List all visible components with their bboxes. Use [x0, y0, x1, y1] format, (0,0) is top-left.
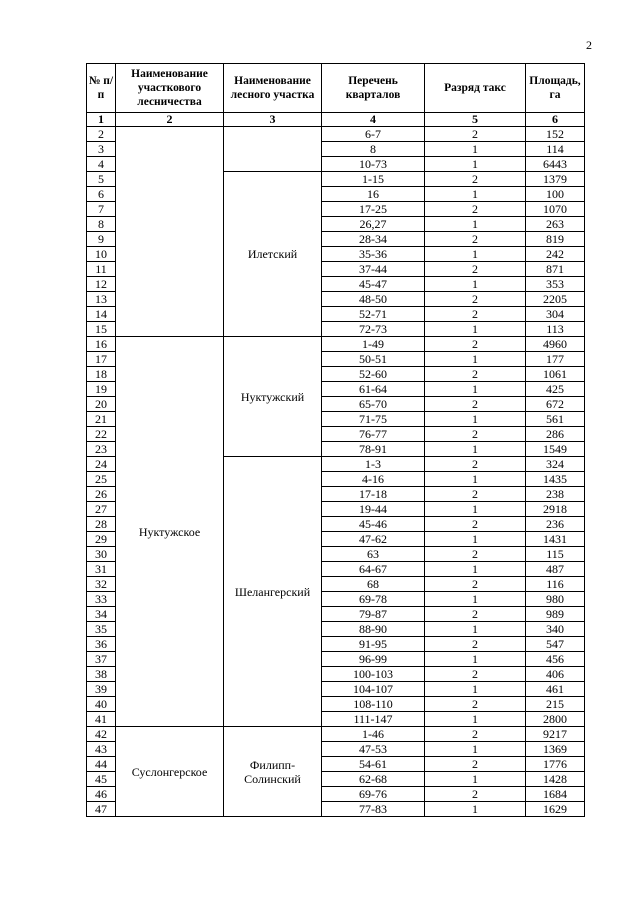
quarters-cell: 111-147 [322, 712, 425, 727]
quarters-cell: 52-71 [322, 307, 425, 322]
forest-plot-cell: Филипп- Солинский [224, 727, 322, 817]
quarters-cell: 54-61 [322, 757, 425, 772]
area-cell: 456 [526, 652, 585, 667]
tax-category-cell: 1 [425, 622, 526, 637]
quarters-cell: 63 [322, 547, 425, 562]
row-number: 17 [87, 352, 116, 367]
tax-category-cell: 1 [425, 382, 526, 397]
quarters-cell: 48-50 [322, 292, 425, 307]
area-cell: 100 [526, 187, 585, 202]
tax-category-cell: 2 [425, 127, 526, 142]
quarters-cell: 17-25 [322, 202, 425, 217]
tax-category-cell: 2 [425, 727, 526, 742]
quarters-cell: 8 [322, 142, 425, 157]
area-cell: 6443 [526, 157, 585, 172]
row-number: 32 [87, 577, 116, 592]
header-area: Площадь, га [526, 64, 585, 113]
row-number: 39 [87, 682, 116, 697]
area-cell: 2205 [526, 292, 585, 307]
quarters-cell: 47-53 [322, 742, 425, 757]
row-number: 21 [87, 412, 116, 427]
column-number: 4 [322, 113, 425, 127]
area-cell: 406 [526, 667, 585, 682]
area-cell: 2918 [526, 502, 585, 517]
forest-plot-cell: Илетский [224, 172, 322, 337]
row-number: 28 [87, 517, 116, 532]
quarters-cell: 71-75 [322, 412, 425, 427]
area-cell: 2800 [526, 712, 585, 727]
tax-category-cell: 2 [425, 202, 526, 217]
area-cell: 461 [526, 682, 585, 697]
row-number: 18 [87, 367, 116, 382]
tax-category-cell: 1 [425, 442, 526, 457]
row-number: 16 [87, 337, 116, 352]
quarters-cell: 52-60 [322, 367, 425, 382]
quarters-cell: 37-44 [322, 262, 425, 277]
tax-category-cell: 2 [425, 427, 526, 442]
area-cell: 242 [526, 247, 585, 262]
column-number: 2 [116, 113, 224, 127]
tax-category-cell: 1 [425, 322, 526, 337]
row-number: 24 [87, 457, 116, 472]
area-cell: 116 [526, 577, 585, 592]
row-number: 31 [87, 562, 116, 577]
quarters-cell: 50-51 [322, 352, 425, 367]
quarters-cell: 10-73 [322, 157, 425, 172]
table-row [87, 727, 585, 742]
area-cell: 819 [526, 232, 585, 247]
row-number: 4 [87, 157, 116, 172]
quarters-cell: 17-18 [322, 487, 425, 502]
area-cell: 9217 [526, 727, 585, 742]
row-number: 10 [87, 247, 116, 262]
area-cell: 177 [526, 352, 585, 367]
area-cell: 152 [526, 127, 585, 142]
tax-category-cell: 2 [425, 457, 526, 472]
tax-category-cell: 2 [425, 487, 526, 502]
tax-category-cell: 2 [425, 667, 526, 682]
tax-category-cell: 2 [425, 517, 526, 532]
area-cell: 425 [526, 382, 585, 397]
page-number: 2 [586, 38, 592, 52]
row-number: 7 [87, 202, 116, 217]
tax-category-cell: 1 [425, 142, 526, 157]
quarters-cell: 65-70 [322, 397, 425, 412]
area-cell: 989 [526, 607, 585, 622]
quarters-cell: 1-15 [322, 172, 425, 187]
area-cell: 547 [526, 637, 585, 652]
row-number: 41 [87, 712, 116, 727]
tax-category-cell: 1 [425, 247, 526, 262]
quarters-cell: 45-46 [322, 517, 425, 532]
row-number: 12 [87, 277, 116, 292]
quarters-cell: 1-46 [322, 727, 425, 742]
area-cell: 672 [526, 397, 585, 412]
quarters-cell: 100-103 [322, 667, 425, 682]
tax-category-cell: 1 [425, 157, 526, 172]
column-number: 1 [87, 113, 116, 127]
area-cell: 1379 [526, 172, 585, 187]
area-cell: 115 [526, 547, 585, 562]
area-cell: 1369 [526, 742, 585, 757]
district-cell-empty [116, 127, 224, 337]
area-cell: 4960 [526, 337, 585, 352]
tax-category-cell: 2 [425, 262, 526, 277]
row-number: 25 [87, 472, 116, 487]
tax-category-cell: 2 [425, 337, 526, 352]
quarters-cell: 61-64 [322, 382, 425, 397]
tax-category-cell: 2 [425, 757, 526, 772]
row-number: 19 [87, 382, 116, 397]
area-cell: 304 [526, 307, 585, 322]
area-cell: 236 [526, 517, 585, 532]
quarters-cell: 62-68 [322, 772, 425, 787]
tax-category-cell: 2 [425, 547, 526, 562]
tax-category-cell: 1 [425, 277, 526, 292]
quarters-cell: 88-90 [322, 622, 425, 637]
area-cell: 1776 [526, 757, 585, 772]
row-number: 34 [87, 607, 116, 622]
area-cell: 1070 [526, 202, 585, 217]
tax-category-cell: 1 [425, 217, 526, 232]
tax-category-cell: 1 [425, 712, 526, 727]
quarters-cell: 108-110 [322, 697, 425, 712]
district-cell: Нуктужское [116, 337, 224, 727]
row-number: 36 [87, 637, 116, 652]
table-row [87, 337, 585, 352]
quarters-cell: 91-95 [322, 637, 425, 652]
tax-category-cell: 1 [425, 562, 526, 577]
header-forest-plot: Наименование лесного участка [224, 64, 322, 113]
row-number: 45 [87, 772, 116, 787]
area-cell: 487 [526, 562, 585, 577]
quarters-cell: 104-107 [322, 682, 425, 697]
row-number: 11 [87, 262, 116, 277]
quarters-cell: 16 [322, 187, 425, 202]
row-number: 15 [87, 322, 116, 337]
quarters-cell: 78-91 [322, 442, 425, 457]
row-number: 40 [87, 697, 116, 712]
area-cell: 1061 [526, 367, 585, 382]
tax-category-cell: 2 [425, 637, 526, 652]
row-number: 3 [87, 142, 116, 157]
tax-category-cell: 1 [425, 412, 526, 427]
quarters-cell: 28-34 [322, 232, 425, 247]
row-number: 42 [87, 727, 116, 742]
area-cell: 980 [526, 592, 585, 607]
area-cell: 871 [526, 262, 585, 277]
header-number: № п/п [87, 64, 116, 113]
tax-category-cell: 2 [425, 232, 526, 247]
quarters-cell: 72-73 [322, 322, 425, 337]
tax-category-cell: 1 [425, 352, 526, 367]
quarters-cell: 68 [322, 577, 425, 592]
area-cell: 286 [526, 427, 585, 442]
column-number: 6 [526, 113, 585, 127]
row-number: 14 [87, 307, 116, 322]
quarters-cell: 77-83 [322, 802, 425, 817]
quarters-cell: 64-67 [322, 562, 425, 577]
area-cell: 324 [526, 457, 585, 472]
header-quarters: Перечень кварталов [322, 64, 425, 113]
row-number: 33 [87, 592, 116, 607]
quarters-cell: 45-47 [322, 277, 425, 292]
area-cell: 263 [526, 217, 585, 232]
quarters-cell: 47-62 [322, 532, 425, 547]
area-cell: 238 [526, 487, 585, 502]
row-number: 29 [87, 532, 116, 547]
tax-category-cell: 2 [425, 172, 526, 187]
area-cell: 215 [526, 697, 585, 712]
area-cell: 340 [526, 622, 585, 637]
forest-quarters-table [86, 63, 585, 817]
tax-category-cell: 2 [425, 397, 526, 412]
area-cell: 1428 [526, 772, 585, 787]
row-number: 20 [87, 397, 116, 412]
area-cell: 114 [526, 142, 585, 157]
forest-plot-cell: Нуктужский [224, 337, 322, 457]
quarters-cell: 4-16 [322, 472, 425, 487]
row-number: 27 [87, 502, 116, 517]
row-number: 44 [87, 757, 116, 772]
tax-category-cell: 2 [425, 607, 526, 622]
tax-category-cell: 1 [425, 532, 526, 547]
area-cell: 1684 [526, 787, 585, 802]
row-number: 13 [87, 292, 116, 307]
district-cell: Суслонгерское [116, 727, 224, 817]
area-cell: 561 [526, 412, 585, 427]
header-district: Наименование участкового лесничества [116, 64, 224, 113]
area-cell: 1431 [526, 532, 585, 547]
quarters-cell: 35-36 [322, 247, 425, 262]
area-cell: 1435 [526, 472, 585, 487]
tax-category-cell: 1 [425, 772, 526, 787]
tax-category-cell: 1 [425, 742, 526, 757]
tax-category-cell: 2 [425, 367, 526, 382]
tax-category-cell: 1 [425, 592, 526, 607]
area-cell: 1549 [526, 442, 585, 457]
row-number: 8 [87, 217, 116, 232]
tax-category-cell: 2 [425, 307, 526, 322]
tax-category-cell: 2 [425, 292, 526, 307]
row-number: 23 [87, 442, 116, 457]
row-number: 2 [87, 127, 116, 142]
forest-plot-cell: Шелангерский [224, 457, 322, 727]
header-tax-category: Разряд такс [425, 64, 526, 113]
row-number: 47 [87, 802, 116, 817]
tax-category-cell: 1 [425, 472, 526, 487]
quarters-cell: 69-78 [322, 592, 425, 607]
column-number: 5 [425, 113, 526, 127]
row-number: 22 [87, 427, 116, 442]
quarters-cell: 1-49 [322, 337, 425, 352]
tax-category-cell: 1 [425, 502, 526, 517]
area-cell: 353 [526, 277, 585, 292]
row-number: 37 [87, 652, 116, 667]
row-number: 9 [87, 232, 116, 247]
row-number: 43 [87, 742, 116, 757]
row-number: 26 [87, 487, 116, 502]
quarters-cell: 6-7 [322, 127, 425, 142]
row-number: 38 [87, 667, 116, 682]
tax-category-cell: 1 [425, 682, 526, 697]
column-number: 3 [224, 113, 322, 127]
quarters-cell: 1-3 [322, 457, 425, 472]
quarters-cell: 79-87 [322, 607, 425, 622]
quarters-cell: 19-44 [322, 502, 425, 517]
row-number: 35 [87, 622, 116, 637]
tax-category-cell: 2 [425, 787, 526, 802]
area-cell: 1629 [526, 802, 585, 817]
tax-category-cell: 1 [425, 802, 526, 817]
forest-plot-cell-empty [224, 127, 322, 172]
row-number: 46 [87, 787, 116, 802]
row-number: 6 [87, 187, 116, 202]
quarters-cell: 96-99 [322, 652, 425, 667]
row-number: 30 [87, 547, 116, 562]
tax-category-cell: 1 [425, 652, 526, 667]
quarters-cell: 26,27 [322, 217, 425, 232]
area-cell: 113 [526, 322, 585, 337]
tax-category-cell: 2 [425, 697, 526, 712]
tax-category-cell: 2 [425, 577, 526, 592]
tax-category-cell: 1 [425, 187, 526, 202]
table-row [87, 127, 585, 142]
quarters-cell: 69-76 [322, 787, 425, 802]
quarters-cell: 76-77 [322, 427, 425, 442]
row-number: 5 [87, 172, 116, 187]
